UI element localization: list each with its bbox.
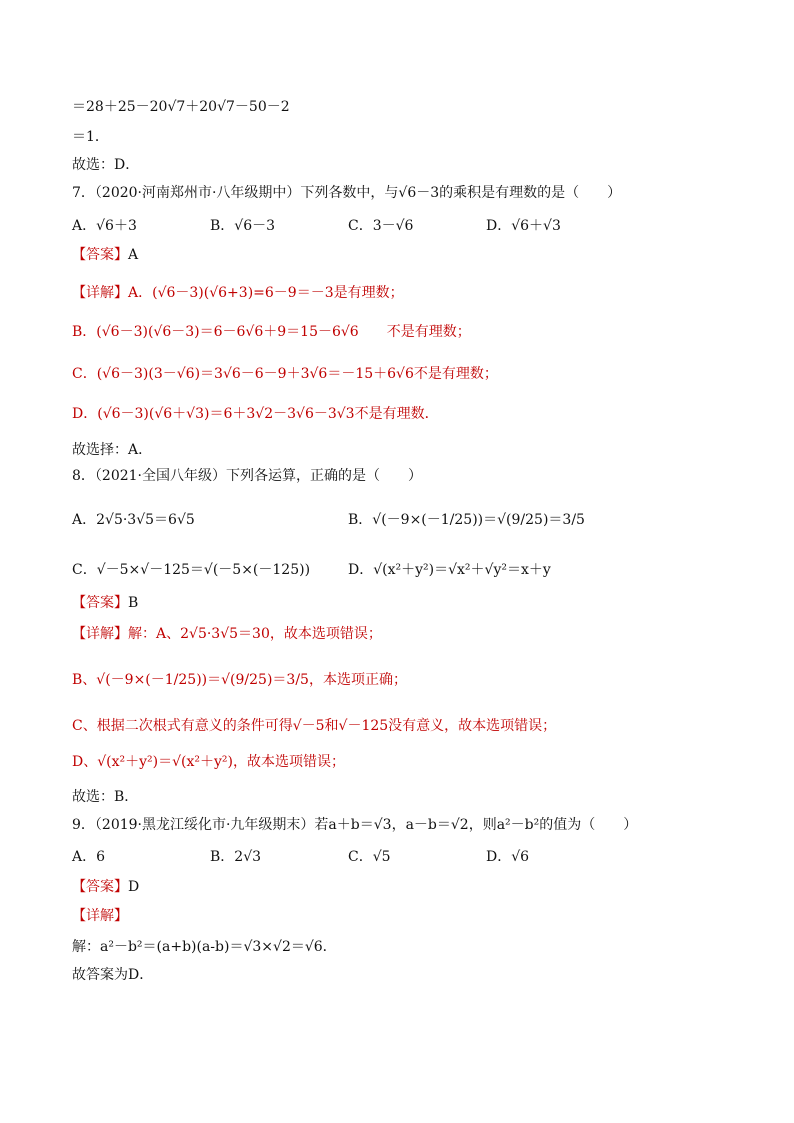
answer-value: B — [128, 595, 139, 611]
detail-8-d: D、√(x²＋y²)＝√(x²＋y²)，故本选项错误； — [72, 754, 345, 770]
conclusion-9: 故答案为D． — [72, 967, 154, 983]
conclusion-8: 故选：B． — [72, 789, 139, 805]
answer-9 — [72, 877, 139, 897]
question-9: 9．（2019·黑龙江绥化市·九年级期末）若a＋b＝√3，a－b＝√2，则a²－b²的值为（ ） — [72, 817, 638, 833]
calc-line-1: ＝28＋25－20√7＋20√7－50－2 — [72, 99, 290, 115]
detail-7-d-label: D． — [72, 406, 98, 422]
q7-option-d: D．√6＋√3 — [486, 218, 561, 234]
question-8: 8．（2021·全国八年级）下列各运算，正确的是（ ） — [72, 468, 422, 484]
detail-7-a-text: A．(√6－3)(√6+3)=6－9＝－3是有理数； — [128, 285, 404, 301]
detail-7-d — [72, 404, 439, 424]
answer-value: A — [128, 247, 139, 263]
conclusion-7: 故选择：A． — [72, 442, 153, 458]
detail-8-c: C、根据二次根式有意义的条件可得√－5和√－125没有意义，故本选项错误； — [72, 718, 557, 734]
detail-7-c-label: C． — [72, 366, 97, 382]
q7-option-c: C．3－√6 — [348, 218, 414, 234]
detail-tag: 【详解】 — [72, 626, 128, 642]
detail-8-a — [72, 624, 382, 644]
answer-7 — [72, 245, 138, 265]
detail-7-a — [72, 283, 404, 303]
detail-7-d-text: (√6－3)(√6＋√3)＝6＋3√2－3√6－3√3不是有理数． — [97, 406, 439, 422]
detail-7-b-text: (√6－3)(√6－3)＝6－6√6＋9＝15－6√6 不是有理数； — [96, 324, 471, 340]
detail-7-c-text: (√6－3)(3－√6)＝3√6－6－9＋3√6＝－15＋6√6不是有理数； — [96, 366, 498, 382]
q8-option-c: C．√－5×√－125＝√(－5×(－125)) — [72, 562, 311, 578]
answer-8 — [72, 593, 138, 613]
detail-8-b: B、√(－9×(－1/25))＝√(9/25)＝3/5，本选项正确； — [72, 672, 407, 688]
detail-8-a-text: 解：A、2√5·3√5＝30，故本选项错误； — [128, 626, 382, 642]
answer-tag: 【答案】 — [72, 247, 128, 263]
detail-9-body: 解：a²－b²＝(a+b)(a-b)＝√3×√2＝√6． — [72, 939, 337, 955]
detail-7-b-label: B． — [72, 324, 97, 340]
q9-option-c: C．√5 — [348, 849, 391, 865]
q7-option-b: B．√6－3 — [210, 218, 276, 234]
answer-value: D — [128, 879, 140, 895]
detail-7-b — [72, 322, 471, 342]
question-7: 7．（2020·河南郑州市·八年级期中）下列各数中，与√6－3的乘积是有理数的是（ ） — [72, 185, 622, 201]
detail-9-tag: 【详解】 — [72, 908, 128, 924]
q9-option-d: D．√6 — [486, 849, 530, 865]
conclusion-6: 故选：D． — [72, 157, 140, 173]
detail-7-c — [72, 364, 498, 384]
calc-line-2: ＝1． — [72, 129, 109, 145]
q9-option-a: A．6 — [72, 849, 106, 865]
answer-tag: 【答案】 — [72, 595, 128, 611]
answer-tag: 【答案】 — [72, 879, 128, 895]
detail-tag: 【详解】 — [72, 285, 128, 301]
q8-option-a: A．2√5·3√5＝6√5 — [72, 512, 195, 528]
q8-option-b: B．√(－9×(－1/25))＝√(9/25)＝3/5 — [348, 512, 585, 528]
q9-option-b: B．2√3 — [210, 849, 262, 865]
q8-option-d: D．√(x²＋y²)＝√x²＋√y²＝x＋y — [348, 562, 551, 578]
q7-option-a: A．√6＋3 — [72, 218, 137, 234]
